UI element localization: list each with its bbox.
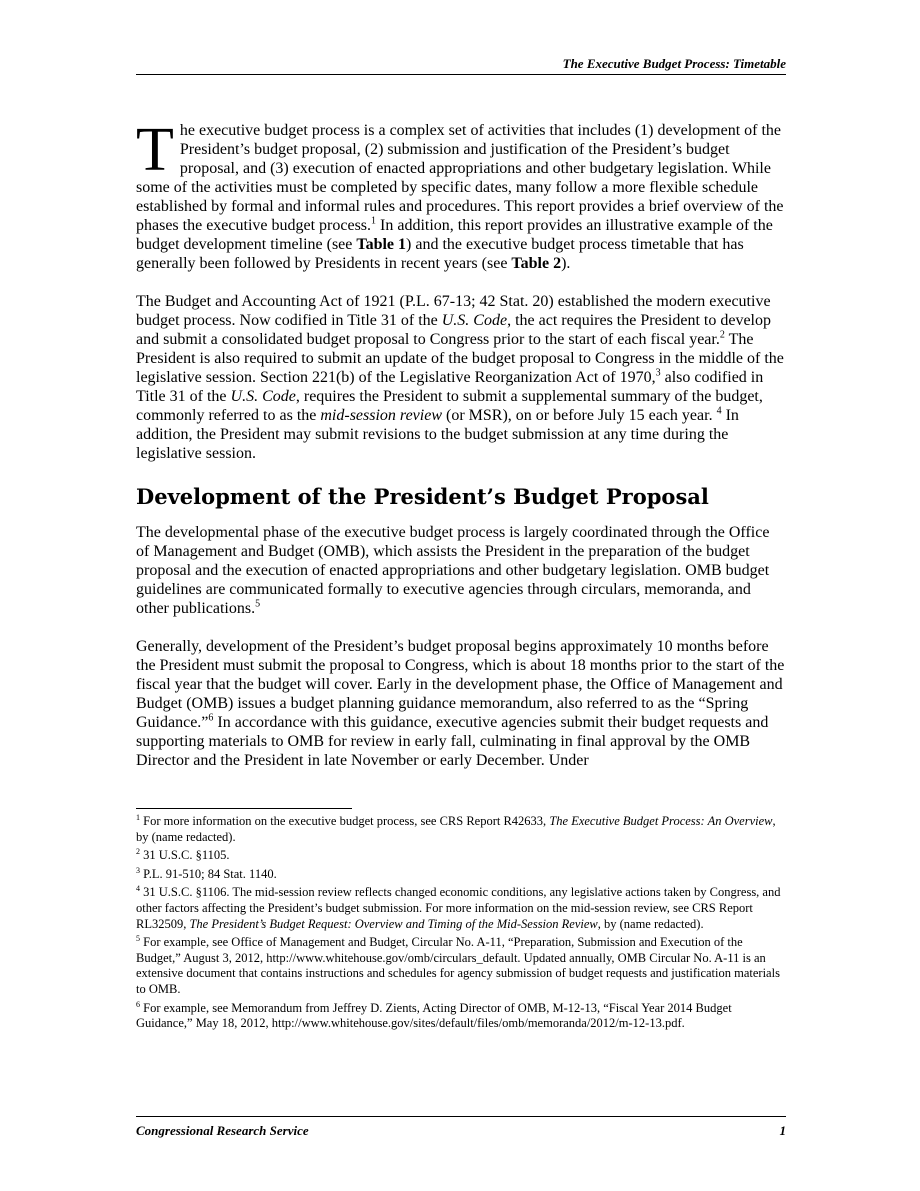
intro-paragraph-1: [136, 116, 786, 273]
report-body: [136, 116, 786, 789]
footnotes: [136, 814, 786, 1035]
footnote-1: [136, 814, 786, 845]
drop-cap: T: [136, 116, 174, 184]
footnote-text: For example, see Office of Management and Budget, Circular No. A-11, “Preparation, Submission and Execution of the Budget,” August 3, 2012, http://www.whitehouse.gov/omb/circulars_default. Updated annually, OMB Circular No. A-11 is an extensive document that contains instructions and schedules for agency submission of budget requests and justification materials to OMB.: [136, 935, 780, 996]
table-2-ref[interactable]: Table 2: [511, 255, 562, 272]
footnote-ref-3[interactable]: 3: [655, 367, 661, 379]
footnote-text: P.L. 91-510; 84 Stat. 1140.: [140, 866, 277, 881]
body-text: The Budget and Accounting Act of 1921 (P.L. 67-13; 42 Stat. 20) established the modern executive budget process. Now codified in Title 31 of the: [136, 293, 771, 329]
body-text: The developmental phase of the executive budget process is largely coordinated through the Office of Management and Budget (OMB), which assists the President in the preparation of the budget proposal and the execution of enacted appropriations and other budgetary legislation. OMB budget guidelines are communicated formally to executive agencies through circulars, memoranda, and other publications.: [136, 524, 770, 617]
footnote-4: [136, 885, 786, 932]
footer-organization: Congressional Research Service: [136, 1123, 309, 1138]
footnote-text: 31 U.S.C. §1106. The mid-session review reflects changed economic conditions, any legislative actions taken by Congress, and other factors affecting the President’s budget submission. For more information on the mid-session review, see CRS Report RL32509,: [136, 885, 781, 931]
body-text: In addition, the President may submit revisions to the budget submission at any time during the legislative session.: [136, 407, 739, 462]
body-text: Generally, development of the President’s budget proposal begins approximately 10 months before the President must submit the proposal to Congress, which is about 18 months prior to the start of the fiscal year that the budget will cover. Early in the development phase, the Office of Management and Budget (OMB) issues a budget planning guidance memorandum, also referred to as the “Spring Guidance.”: [136, 638, 785, 731]
italic-term: U.S. Code: [441, 312, 508, 329]
intro-text: ) and the executive budget process timetable that has generally been followed by Presidents in recent years (see: [136, 236, 744, 272]
body-text: (or MSR), on or before July 15 each year.: [441, 407, 717, 424]
section-heading: Development of the President’s Budget Proposal: [136, 484, 709, 509]
italic-term: mid-session review: [320, 407, 442, 424]
footnote-number: 1: [136, 812, 140, 822]
footnote-italic: The Executive Budget Process: An Overview: [549, 814, 773, 828]
page-number: 1: [779, 1123, 786, 1138]
footnote-number: 6: [136, 999, 140, 1009]
intro-text: he executive budget process is a complex set of activities that includes (1) development of the President’s budget proposal, (2) submission and justification of the President’s budget proposal, and (3) execution of enacted appropriations and other budgetary legislation. While some of the activities must be completed by specific dates, many follow a more flexible schedule established by formal and informal rules and procedures. This report provides a brief overview of the phases the executive budget process.: [136, 122, 784, 234]
footnote-text: , by (name redacted).: [136, 814, 776, 844]
footnote-ref-2[interactable]: 2: [719, 329, 725, 341]
intro-paragraph-2: [136, 292, 786, 463]
footnote-text: For more information on the executive budget process, see CRS Report R42633,: [140, 814, 550, 828]
table-1-ref[interactable]: Table 1: [356, 236, 407, 253]
footnote-5: [136, 935, 786, 997]
body-text: also codified in Title 31 of the: [136, 369, 764, 405]
footnote-number: 4: [136, 884, 140, 894]
body-text: , the act requires the President to develop and submit a consolidated budget proposal to Congress prior to the start of each fiscal year.: [136, 312, 771, 348]
footnote-number: 3: [136, 865, 140, 875]
footnote-ref-5[interactable]: 5: [255, 598, 261, 610]
footnote-3: [136, 867, 786, 883]
intro-text: ).: [561, 255, 571, 272]
footnote-text: For example, see Memorandum from Jeffrey D. Zients, Acting Director of OMB, M-12-13, “Fiscal Year 2014 Budget Guidance,” May 18, 2012, http://www.whitehouse.gov/sites/default/files/omb/memoranda/2012/m-12-13.pdf.: [136, 1000, 732, 1031]
body-text: In accordance with this guidance, executive agencies submit their budget requests and supporting materials to OMB for review in early fall, culminating in final approval by the OMB Director and the President in late November or early December. Under: [136, 714, 769, 769]
footnote-ref-1[interactable]: 1: [371, 215, 377, 227]
footnote-text: 31 U.S.C. §1105.: [140, 848, 230, 863]
body-text: , requires the President to submit a supplemental summary of the budget, commonly referred to as the: [136, 388, 763, 424]
page-footer: [136, 1116, 786, 1139]
body-text: The President is also required to submit an update of the budget proposal to Congress in the middle of the legislative session. Section 221(b) of the Legislative Reorganization Act of 1970,: [136, 331, 784, 386]
footnote-number: 5: [136, 934, 140, 943]
footnote-number: 2: [136, 847, 140, 857]
running-header: The Executive Budget Process: Timetable: [136, 56, 786, 75]
footnote-italic: The President’s Budget Request: Overview and Timing of the Mid-Session Review: [189, 916, 598, 931]
footnote-divider: [136, 808, 352, 809]
footnote-ref-4[interactable]: 4: [716, 405, 722, 417]
section-paragraph-1: [136, 523, 786, 618]
italic-term: U.S. Code: [230, 388, 296, 405]
footnote-6: [136, 1001, 786, 1032]
footnote-text: , by (name redacted).: [597, 916, 704, 931]
section-paragraph-2: [136, 637, 786, 770]
intro-text: In addition, this report provides an illustrative example of the budget development timeline (see: [136, 217, 773, 253]
footnote-2: [136, 848, 786, 864]
footnote-ref-6[interactable]: 6: [208, 712, 214, 724]
